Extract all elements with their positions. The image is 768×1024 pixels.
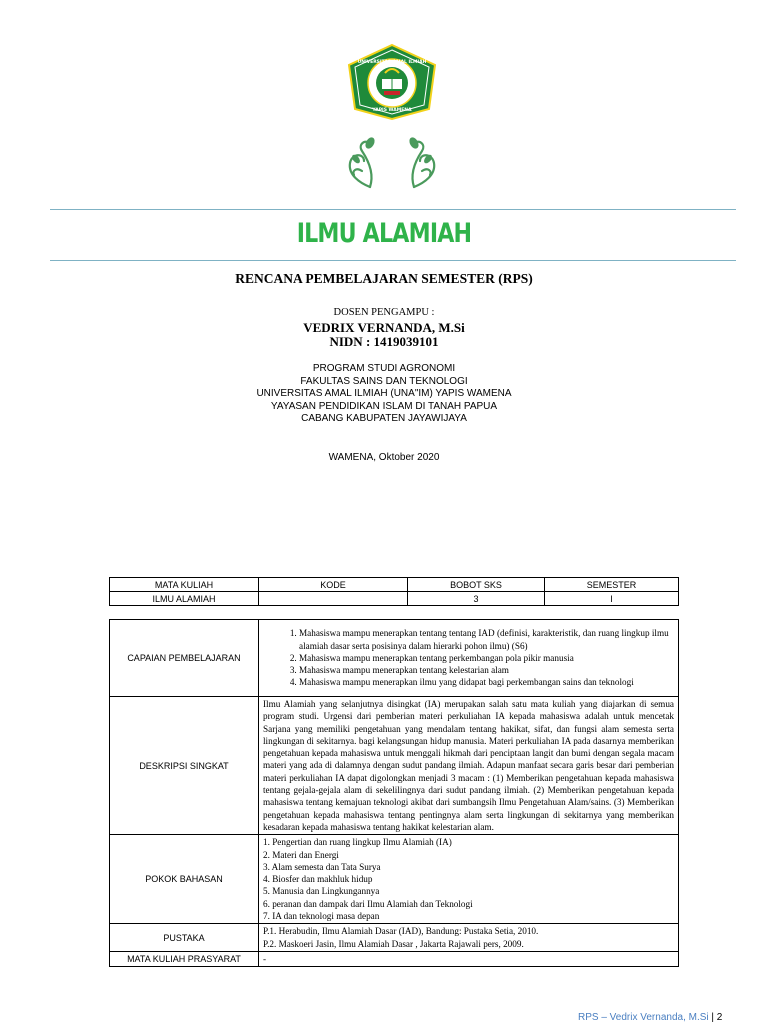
list-item: 2. Mahasiswa mampu menerapkan tentang perkembangan pola pikir manusia [299, 652, 674, 664]
table-row [110, 835, 679, 924]
table-row [110, 697, 679, 835]
dosen-label: DOSEN PENGAMPU : [333, 307, 435, 318]
institution-block [0, 363, 768, 426]
list-item: 3. Alam semesta dan Tata Surya [263, 861, 381, 872]
prasyarat-label: MATA KULIAH PRASYARAT [110, 951, 259, 966]
list-item: P.1. Herabudin, Ilmu Alamiah Dasar (IAD), Bandung: Pustaka Setia, 2010. [263, 926, 539, 937]
pokok-label: POKOK BAHASAN [110, 835, 259, 924]
list-item: 3. Mahasiswa mampu menerapkan tentang kelestarian alam [299, 664, 674, 676]
list-item: 5. Manusia dan Lingkungannya [263, 886, 380, 897]
list-item: P.2. Maskoeri Jasin, Ilmu Alamiah Dasar , Jakarta Rajawali pers, 2009. [263, 938, 524, 949]
table-header-row [110, 578, 679, 592]
cell-kode [259, 592, 408, 606]
deskripsi-value: Ilmu Alamiah yang selanjutnya disingkat (IA) merupakan salah satu mata kuliah yang diajarkan di semua program studi. Urgensi dari pemberian materi perkuliahan IA kepada mahasiswa adalah untuk mencetak Sarjana yang memiliki pengetahuan yang mendalam tentang hakikat, sifat, dan fungsi alam semesta serta lingkungan di sekitarnya. bagi kelangsungan hidup manusia. Materi perkuliahan IA pada dasarnya memberikan pengetahuan kepada mahasiswa untuk menggali hikmah dari penciptaan langit dan bumi dengan segala macam materi yang ada di dalamnya dengan sudut pandang ilmiah. Adapun manfaat secara garis besar dari pemberian materi perkuliahan IA dapat digolongkan menjadi 3 macam : (1) Memberikan pengetahuan kepada mahasiswa tentang gejala-gejala alam di sekelilingnya dari sudut pandang ilmiah. (2) Memberikan pengetahuan kepada mahasiswa tentang kemajuan teknologi akibat dari sumbangsih Ilmu Pengetahuan Alam/sains. (3) Memberikan pengetahuan kepada mahasiswa tentang pentingnya alam serta lingkungan di sekitarnya yang memberikan kesadaran kepada mahasiswa tentang hakikat kelestarian alam. [259, 697, 679, 835]
institution-line: UNIVERSITAS AMAL ILMIAH (UNA"IM) YAPIS WAMENA [256, 388, 512, 399]
logo-text-bottom: YAPIS WAMENA [372, 108, 412, 113]
list-item: 2. Materi dan Energi [263, 849, 339, 860]
capaian-label: CAPAIAN PEMBELAJARAN [110, 620, 259, 697]
place-date: WAMENA, Oktober 2020 [328, 452, 440, 463]
deskripsi-label: DESKRIPSI SINGKAT [110, 697, 259, 835]
course-info-table [109, 577, 679, 606]
document-title: ILMU ALAMIAH [296, 218, 472, 249]
page-footer [578, 1012, 722, 1023]
dosen-name: VEDRIX VERNANDA, M.Si [303, 320, 465, 335]
pustaka-value [259, 924, 679, 952]
university-logo-icon [345, 43, 439, 121]
list-item: 6. peranan dan dampak dari Ilmu Alamiah dan Teknologi [263, 898, 473, 909]
cell-mata-kuliah: ILMU ALAMIAH [110, 592, 259, 606]
header-bobot-sks: BOBOT SKS [408, 578, 545, 592]
institution-line: FAKULTAS SAINS DAN TEKNOLOGI [300, 375, 468, 387]
list-item: 7. IA dan teknologi masa depan [263, 911, 380, 922]
header-semester: SEMESTER [545, 578, 679, 592]
list-item: 1. Pengertian dan ruang lingkup Ilmu Alamiah (IA) [263, 837, 452, 848]
prasyarat-value: - [259, 951, 679, 966]
institution-line: PROGRAM STUDI AGRONOMI [312, 363, 456, 374]
logo-text-top: UNIVERSITAS AMAL ILMIAH [357, 60, 427, 65]
institution-line: YAYASAN PENDIDIKAN ISLAM DI TANAH PAPUA [270, 400, 498, 412]
table-row [110, 592, 679, 606]
capaian-value [259, 620, 679, 697]
footer-text: RPS – Vedrix Vernanda, M.Si [578, 1012, 709, 1023]
top-divider [50, 209, 736, 210]
institution-line: CABANG KABUPATEN JAYAWIJAYA [301, 413, 467, 424]
page-number: | 2 [711, 1012, 723, 1023]
course-detail-table [109, 619, 679, 967]
list-item: 4. Biosfer dan makhluk hidup [263, 874, 373, 885]
floral-ornament-icon [340, 135, 444, 191]
header-kode: KODE [259, 578, 408, 592]
table-row [110, 620, 679, 697]
pokok-value [259, 835, 679, 924]
table-row [110, 951, 679, 966]
dosen-nidn: NIDN : 1419039101 [329, 334, 439, 349]
bottom-divider [50, 260, 736, 261]
header-mata-kuliah: MATA KULIAH [110, 578, 259, 592]
cell-semester: I [545, 592, 679, 606]
list-item: 4. Mahasiswa mampu menerapkan ilmu yang didapat bagi perkembangan sains dan teknologi [299, 676, 674, 688]
table-row [110, 924, 679, 952]
document-subtitle: RENCANA PEMBELAJARAN SEMESTER (RPS) [235, 271, 533, 286]
list-item: 1. Mahasiswa mampu menerapkan tentang tentang IAD (definisi, karakteristik, dan ruang lingkup ilmu alamiah dasar serta posisinya dalam hierarki pohon ilmu) (S6) [299, 627, 674, 652]
pustaka-label: PUSTAKA [110, 924, 259, 952]
cell-bobot-sks: 3 [408, 592, 545, 606]
